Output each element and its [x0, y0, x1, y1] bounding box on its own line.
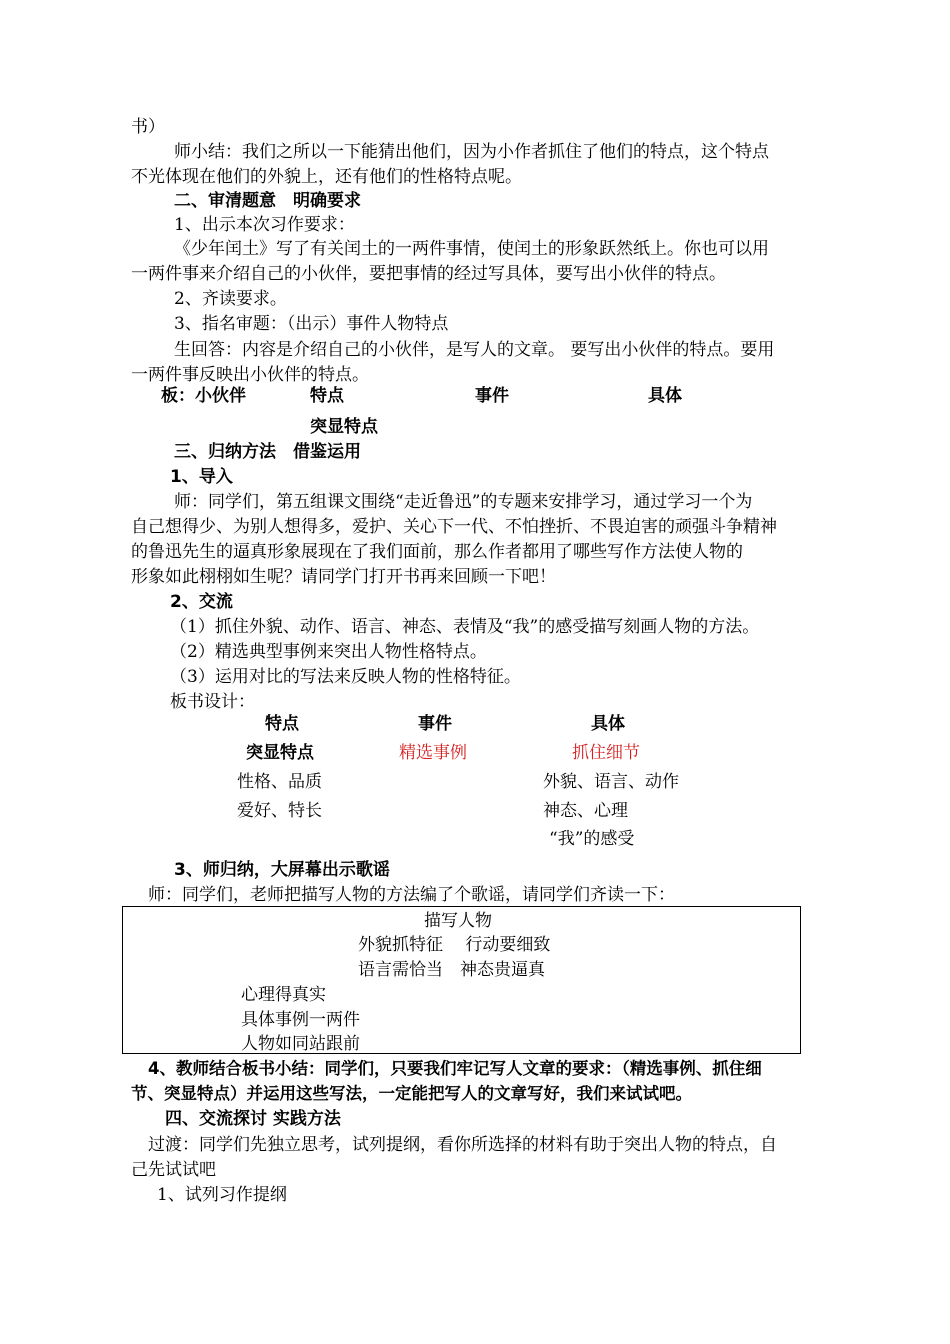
section-heading: 四、交流探讨 实践方法 [165, 1109, 341, 1129]
text-line: 一两件事来介绍自己的小伙伴，要把事情的经过写具体，要写出小伙伴的特点。 [131, 264, 726, 284]
board-header: 特点 [265, 714, 299, 734]
song-title: 描写人物 [424, 911, 492, 931]
board-header: 具体 [591, 714, 625, 734]
text-line: 2、齐读要求。 [174, 289, 287, 309]
board-cell: 爱好、特长 [237, 801, 322, 821]
method-item: （3）运用对比的写法来反映人物的性格特征。 [170, 667, 521, 687]
text-line: 师：同学们，老师把描写人物的方法编了个歌谣，请同学们齐读一下： [148, 885, 675, 905]
song-line: 具体事例一两件 [241, 1010, 360, 1030]
text-line: 不光体现在他们的外貌上，还有他们的性格特点呢。 [131, 167, 522, 187]
board-header: 事件 [418, 714, 452, 734]
text-line: 师小结：我们之所以一下能猜出他们，因为小作者抓住了他们的特点，这个特点 [174, 142, 769, 162]
section-heading: 三、归纳方法 借鉴运用 [174, 442, 361, 462]
song-line: 语言需恰当 神态贵逼真 [358, 960, 545, 980]
board-col: 事件 [475, 386, 509, 406]
summary-line: 4、教师结合板书小结：同学们，只要我们牢记写人文章的要求：（精选事例、抓住细 [148, 1059, 762, 1078]
song-line: 心理得真实 [241, 985, 326, 1005]
text-line: 板书设计： [170, 692, 255, 712]
text-line: 3、指名审题：（出示）事件人物特点 [174, 314, 449, 334]
board-cell: 外貌、语言、动作 [543, 772, 679, 792]
method-item: （1）抓住外貌、动作、语言、神态、表情及“我”的感受描写刻画人物的方法。 [170, 617, 760, 637]
board-cell: “我”的感受 [549, 829, 635, 849]
subheading: 3、师归纳，大屏幕出示歌谣 [174, 860, 390, 880]
board-cell: 精选事例 [399, 743, 467, 763]
board-col: 特点 [310, 386, 344, 406]
text-line: 1、试列习作提纲 [157, 1185, 287, 1205]
song-line: 人物如同站跟前 [241, 1034, 360, 1054]
board-cell: 抓住细节 [572, 743, 640, 763]
text-line: 生回答：内容是介绍自己的小伙伴，是写人的文章。 要写出小伙伴的特点。要用 [174, 340, 775, 360]
text-line: 一两件事反映出小伙伴的特点。 [131, 365, 369, 385]
text-line: 过渡：同学们先独立思考，试列提纲，看你所选择的材料有助于突出人物的特点，自 [148, 1135, 777, 1155]
subheading: 1、导入 [170, 467, 233, 487]
board-sub: 突显特点 [310, 417, 378, 437]
song-line: 外貌抓特征 行动要细致 [358, 935, 551, 955]
subheading: 2、交流 [170, 592, 233, 612]
method-item: （2）精选典型事例来突出人物性格特点。 [170, 642, 487, 662]
section-heading: 二、审清题意 明确要求 [174, 191, 361, 211]
text-line: 书） [131, 117, 165, 137]
text-line: 1、出示本次习作要求： [174, 215, 355, 235]
text-line: 己先试试吧 [131, 1160, 216, 1180]
text-line: 自己想得少、为别人想得多，爱护、关心下一代、不怕挫折、不畏迫害的顽强斗争精神 [131, 517, 777, 537]
board-cell: 突显特点 [246, 743, 314, 763]
board-cell: 性格、品质 [237, 772, 322, 792]
board-cell: 神态、心理 [543, 801, 628, 821]
text-line: 《少年闰土》写了有关闰土的一两件事情，使闰土的形象跃然纸上。你也可以用 [174, 239, 769, 259]
summary-line: 节、突显特点）并运用这些写法，一定能把写人的文章写好，我们来试试吧。 [131, 1084, 692, 1103]
text-line: 师：同学们，第五组课文围绕“走近鲁迅”的专题来安排学习，通过学习一个为 [174, 492, 753, 512]
text-line: 的鲁迅先生的逼真形象展现在了我们面前，那么作者都用了哪些写作方法使人物的 [131, 542, 743, 562]
board-col: 具体 [648, 386, 682, 406]
board-label: 板：小伙伴 [161, 386, 246, 406]
text-line: 形象如此栩栩如生呢？请同学门打开书再来回顾一下吧！ [131, 567, 556, 587]
